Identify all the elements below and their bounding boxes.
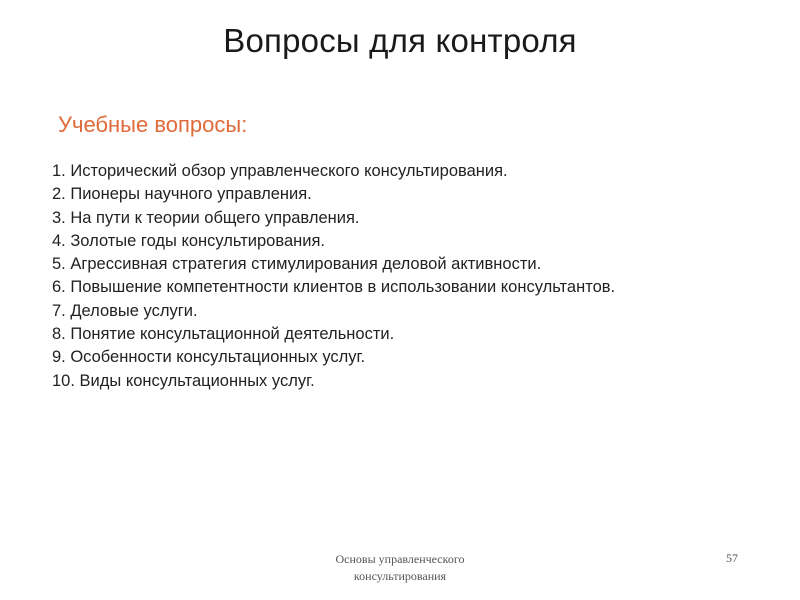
slide-subtitle: Учебные вопросы: [58, 112, 248, 137]
list-item: 2. Пионеры научного управления. [52, 185, 312, 204]
question-list [52, 160, 752, 393]
slide-title: Вопросы для контроля [223, 22, 577, 59]
list-item: 1. Исторический обзор управленческого консультирования. [52, 162, 508, 180]
list-item: 6. Повышение компетентности клиентов в использовании консультантов. [52, 278, 616, 297]
footer-line-1: Основы управленческого [335, 552, 465, 566]
list-item: 5. Агрессивная стратегия стимулирования деловой активности. [52, 255, 542, 274]
list-item: 10. Виды консультационных услуг. [52, 371, 315, 390]
list-item: 7. Деловые услуги. [52, 301, 198, 320]
list-item: 3. На пути к теории общего управления. [52, 208, 360, 227]
list-item: 4. Золотые годы консультирования. [52, 231, 325, 250]
list-item: 8. Понятие консультационной деятельности. [52, 325, 395, 344]
list-item: 9. Особенности консультационных услуг. [52, 348, 366, 367]
footer-text [300, 551, 500, 585]
footer-line-2: консультирования [353, 569, 447, 583]
page-number: 57 [726, 551, 738, 565]
